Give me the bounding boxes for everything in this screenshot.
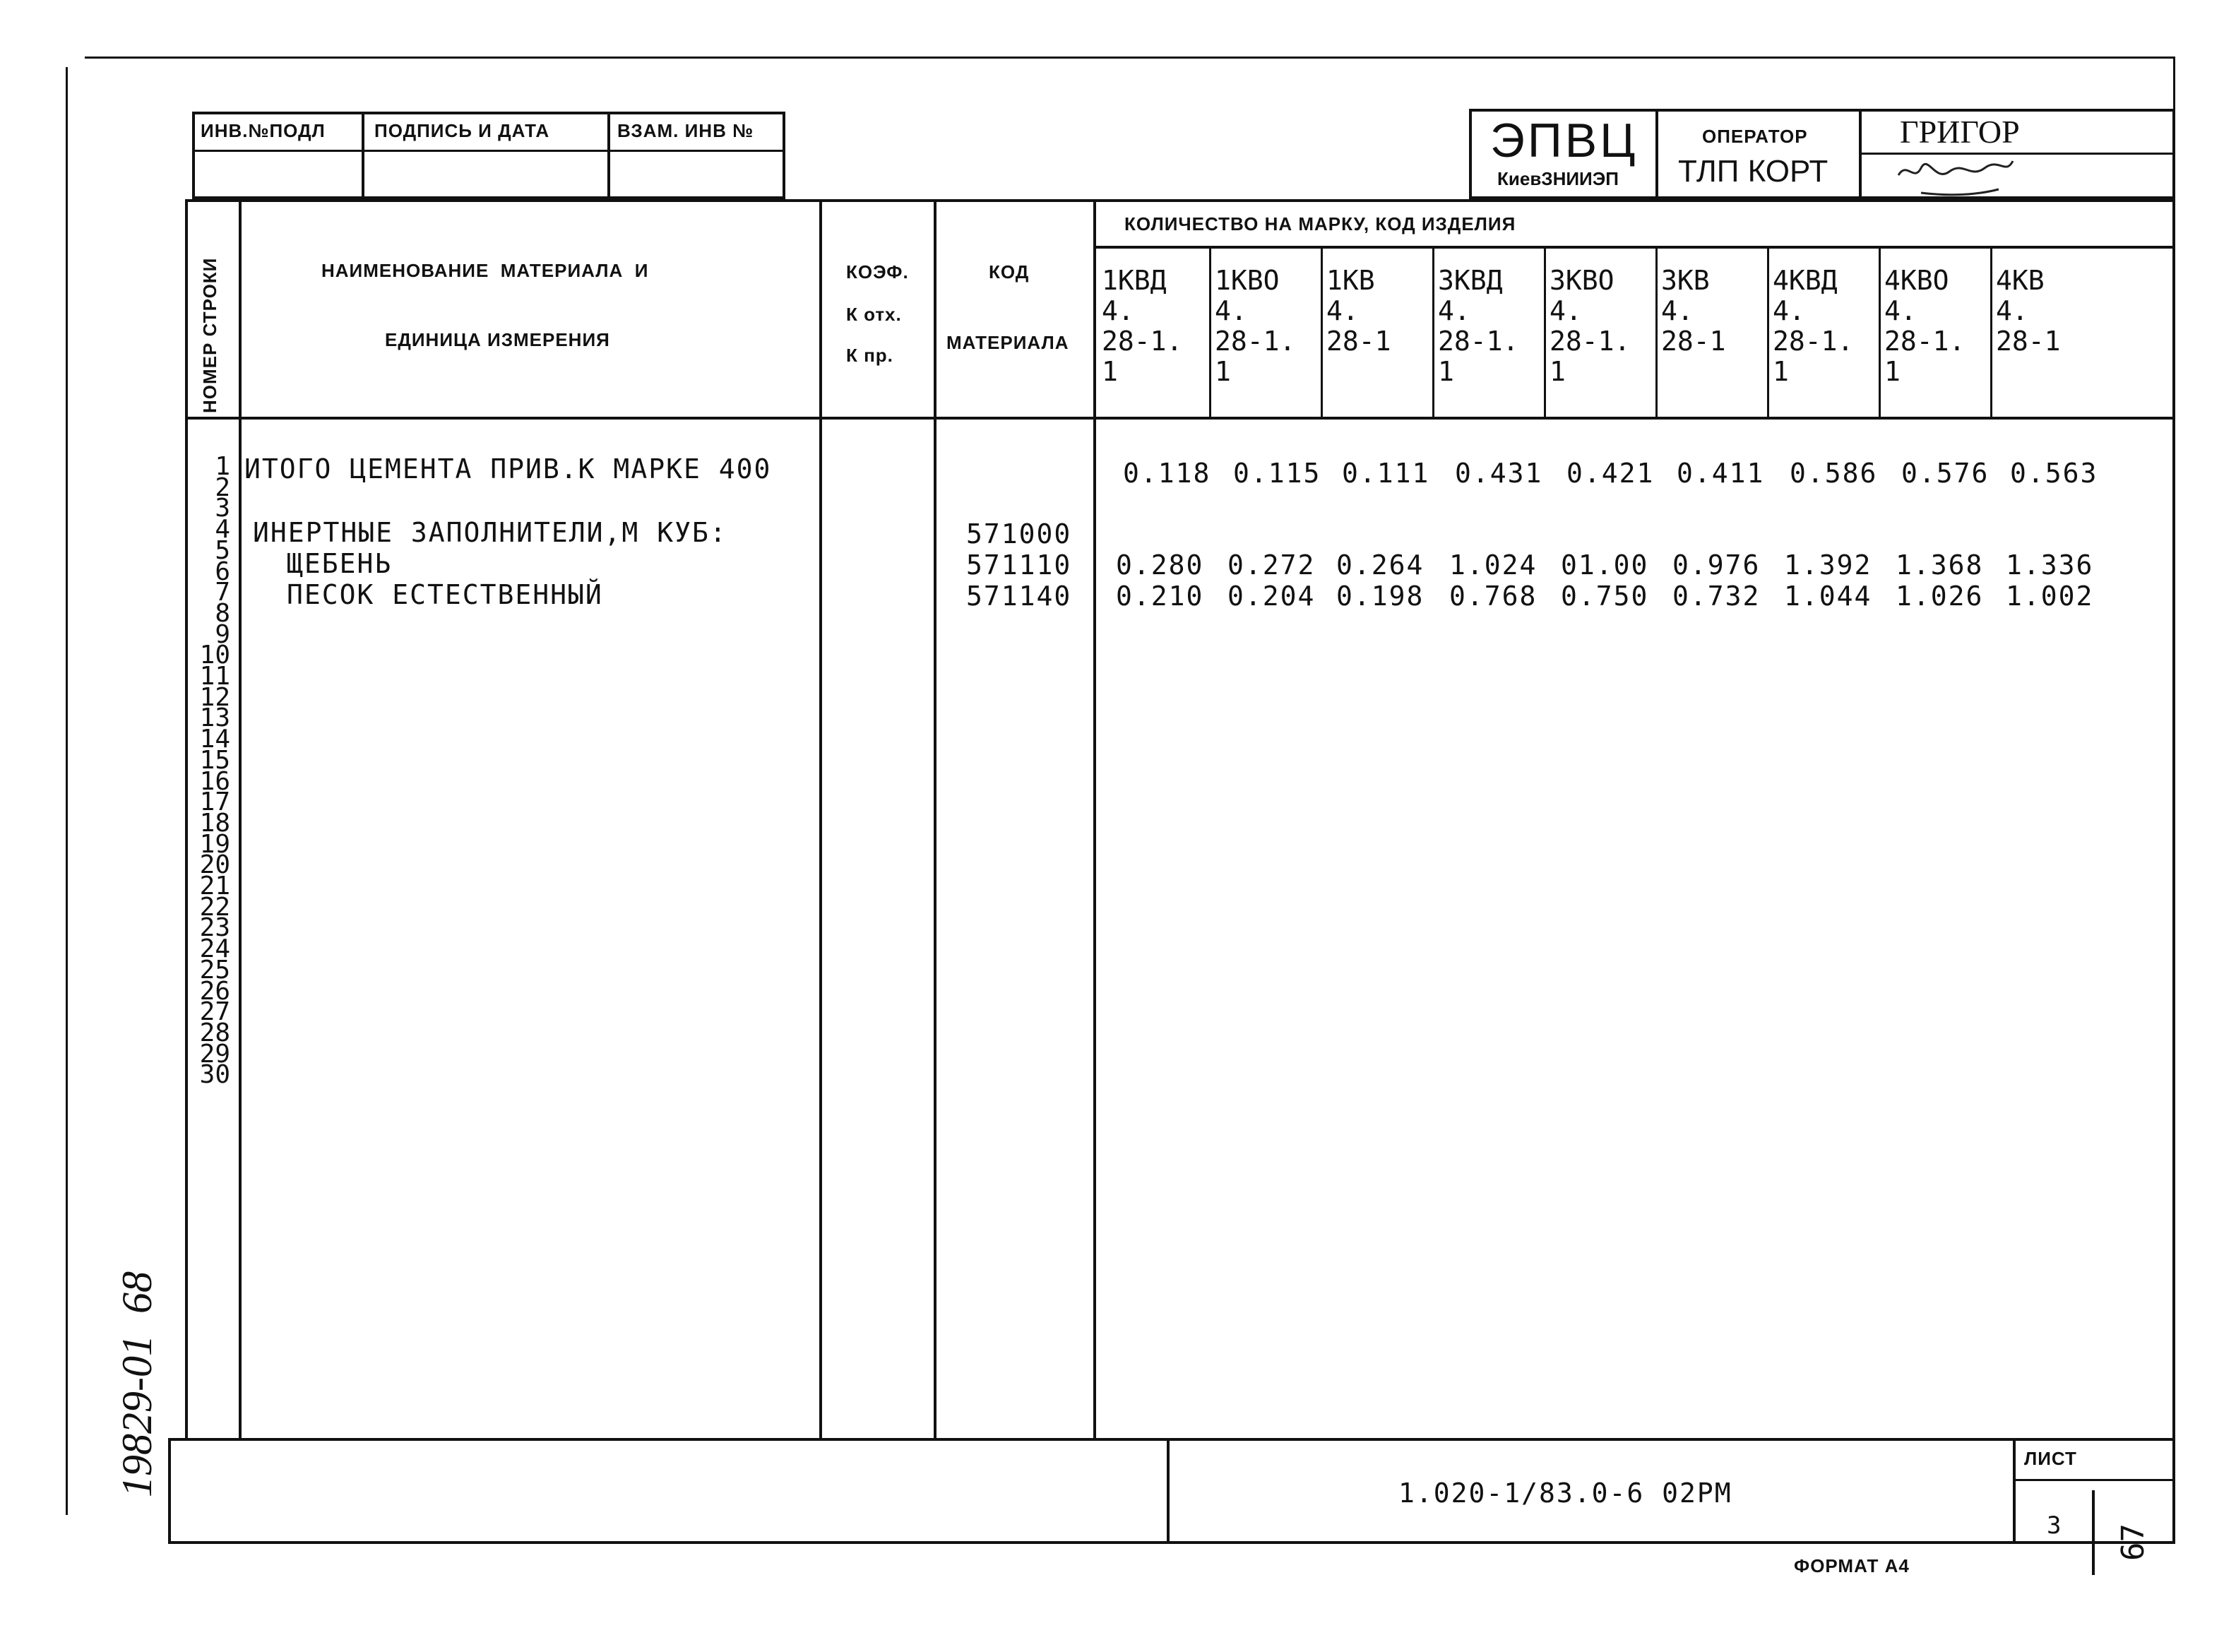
col-line-q8	[1990, 247, 1992, 420]
row-5-value-8: 1.026	[1896, 581, 1984, 612]
row-5-value-5: 0.750	[1561, 581, 1649, 612]
row-1-value-9: 0.563	[2010, 458, 2098, 489]
footer-divider-sheet	[2013, 1438, 2016, 1544]
row-5-name: ПЕСОК ЕСТЕСТВЕННЫЙ	[287, 579, 603, 610]
row-number-header: НОМЕР СТРОКИ	[199, 257, 220, 413]
operator-label: ОПЕРАТОР	[1702, 126, 1808, 147]
row-numbers: 1 2 3 4 5 6 7 8 9 10 11 12 13 14 15 16 17 18 19 20 21 22 23 24 25 26 27 28 29 30	[199, 452, 230, 1090]
row-5-code: 571140	[966, 581, 1072, 612]
stamp-inv-label: ИНВ.№ПОДЛ	[201, 120, 326, 141]
column-header-4kvd: 4КВД 4. 28-1. 1	[1773, 265, 1854, 387]
column-header-1kv: 1КВ 4. 28-1	[1326, 265, 1391, 357]
stamp-col-1	[362, 112, 364, 199]
col-line-q1	[1209, 247, 1211, 420]
row-5-value-3: 0.198	[1336, 581, 1425, 612]
person-name: ГРИГОР	[1900, 114, 2020, 150]
col-line-q6	[1767, 247, 1769, 420]
coef-header-1: КОЭФ.	[846, 261, 909, 283]
row-5-value-2: 0.204	[1227, 581, 1316, 612]
header-bottom-line	[185, 417, 2175, 420]
row-1-value-1: 0.118	[1123, 458, 1211, 489]
row-1-value-6: 0.411	[1677, 458, 1765, 489]
row-4-code: 571110	[966, 549, 1072, 581]
footer-divider-left	[1167, 1438, 1170, 1544]
row-5-value-4: 0.768	[1449, 581, 1538, 612]
sheet-label: ЛИСТ	[2024, 1448, 2077, 1469]
column-header-1kvd: 1КВД 4. 28-1. 1	[1102, 265, 1183, 387]
row-4-value-3: 0.264	[1336, 549, 1425, 581]
row-4-value-8: 1.368	[1896, 549, 1984, 581]
document-code: 1.020-1/83.0-6 02РМ	[1398, 1478, 1732, 1509]
col-line-q3	[1432, 247, 1434, 420]
operator-name: ТЛП КОРТ	[1678, 154, 1828, 189]
row-3-code: 571000	[966, 518, 1072, 549]
stamp-vzam-label: ВЗАМ. ИНВ №	[617, 120, 754, 141]
coef-header-3: К пр.	[846, 345, 893, 366]
column-header-3kv: 3КВ 4. 28-1	[1661, 265, 1726, 357]
title-block-divider-1	[1655, 109, 1658, 199]
row-4-value-7: 1.392	[1784, 549, 1872, 581]
row-1-value-7: 0.586	[1790, 458, 1878, 489]
row-4-value-9: 1.336	[2006, 549, 2094, 581]
row-4-name: ЩЕБЕНЬ	[287, 548, 393, 579]
row-5-value-1: 0.210	[1116, 581, 1204, 612]
footer-sheet-line	[2013, 1479, 2175, 1481]
col-line-q5	[1655, 247, 1658, 420]
code-header-2: МАТЕРИАЛА	[946, 332, 1069, 353]
col-line-q7	[1879, 247, 1881, 420]
row-4-value-4: 1.024	[1449, 549, 1538, 581]
column-header-4kvo: 4КВО 4. 28-1. 1	[1884, 265, 1966, 387]
row-4-value-5: 01.00	[1561, 549, 1649, 581]
material-header-1: НАИМЕНОВАНИЕ МАТЕРИАЛА И	[321, 260, 649, 281]
stamp-divider	[192, 150, 785, 152]
row-3-name: ИНЕРТНЫЕ ЗАПОЛНИТЕЛИ,М КУБ:	[253, 517, 727, 548]
col-line-q4	[1544, 247, 1546, 420]
quantity-title-line	[1095, 246, 2175, 249]
material-header-2: ЕДИНИЦА ИЗМЕРЕНИЯ	[385, 329, 610, 350]
quantity-header: КОЛИЧЕСТВО НА МАРКУ, КОД ИЗДЕЛИЯ	[1124, 213, 1516, 234]
org-main: ЭПВЦ	[1490, 114, 1639, 167]
col-line-coef	[934, 199, 936, 1441]
row-4-value-2: 0.272	[1227, 549, 1316, 581]
side-number: 67	[2115, 1523, 2151, 1561]
row-1-value-5: 0.421	[1566, 458, 1655, 489]
sheet-number: 3	[2047, 1511, 2062, 1540]
column-header-3kvd: 3КВД 4. 28-1. 1	[1438, 265, 1519, 387]
col-line-q2	[1321, 247, 1323, 420]
code-header-1: КОД	[989, 261, 1030, 283]
frame-top-line	[85, 57, 2175, 59]
frame-left-line	[66, 67, 68, 1515]
row-5-value-7: 1.044	[1784, 581, 1872, 612]
col-line-rownum	[239, 199, 242, 1441]
coef-header-2: К отх.	[846, 304, 902, 325]
row-1-value-4: 0.431	[1455, 458, 1543, 489]
footer-block	[168, 1438, 2175, 1544]
row-1-value-3: 0.111	[1342, 458, 1430, 489]
row-4-value-6: 0.976	[1672, 549, 1761, 581]
row-4-value-1: 0.280	[1116, 549, 1204, 581]
row-1-name: ИТОГО ЦЕМЕНТА ПРИВ.К МАРКЕ 400	[244, 453, 772, 485]
row-5-value-6: 0.732	[1672, 581, 1761, 612]
stamp-signature-label: ПОДПИСЬ И ДАТА	[374, 120, 550, 141]
column-header-3kvo: 3КВО 4. 28-1. 1	[1550, 265, 1631, 387]
row-5-value-9: 1.002	[2006, 581, 2094, 612]
stamp-col-2	[607, 112, 610, 199]
row-1-value-2: 0.115	[1233, 458, 1321, 489]
row-1-value-8: 0.576	[1901, 458, 1990, 489]
column-header-1kvo: 1КВО 4. 28-1. 1	[1215, 265, 1296, 387]
col-line-code	[1093, 199, 1096, 1441]
col-line-name	[819, 199, 822, 1441]
left-margin-note: 19829-01 68	[114, 1271, 160, 1497]
column-header-4kv: 4КВ 4. 28-1	[1996, 265, 2061, 357]
org-sub: КиевЗНИИЭП	[1497, 168, 1619, 189]
format-label: ФОРМАТ А4	[1794, 1555, 1910, 1576]
